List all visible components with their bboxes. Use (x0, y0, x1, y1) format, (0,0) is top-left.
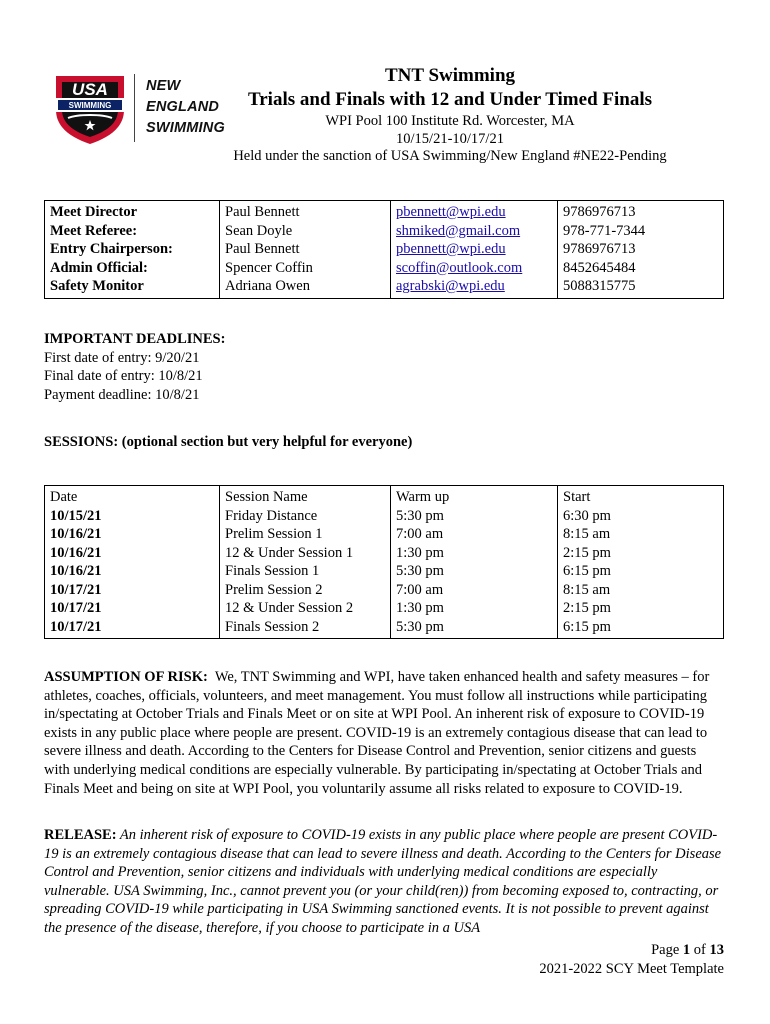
start-time: 2:15 pm (563, 600, 611, 616)
role-label: Safety Monitor (50, 278, 144, 294)
session-name: 12 & Under Session 1 (225, 544, 354, 561)
page-number (539, 941, 724, 960)
page-word: Page (651, 942, 680, 958)
warmup-time: 7:00 am (396, 581, 444, 598)
page-footer (539, 941, 724, 979)
meet-title-line-1: TNT Swimming (384, 65, 516, 86)
email-link[interactable]: scoffin@outlook.com (396, 259, 523, 276)
usa-swimming-shield-icon (52, 70, 128, 146)
logo-line-3: SWIMMING (146, 120, 225, 136)
deadline-item: Payment deadline: 10/8/21 (44, 386, 200, 403)
session-names-column (220, 486, 391, 639)
session-name: Prelim Session 1 (225, 526, 323, 542)
names-column (220, 201, 391, 299)
risk-text: We, TNT Swimming and WPI, have taken enhanced health and safety measures – for athletes, coaches, officials, volunteers, and meet management. You must follow all instructions while participating in/spectating at October Trials and Finals Meet or on site at WPI Pool. An inherent risk of exposure to COVID-19 exists in any public place where people are present. COVID-19 is an extremely contagious disease that can lead to severe illness and death. According to the Centers for Disease Control and Prevention, senior citizens and guests with underlying medical conditions are especially vulnerable. By participating in/spectating at October Trials and Finals Meet and being on site at WPI Pool, you voluntarily assume all risks related to exposure to COVID-19. (44, 669, 710, 797)
session-date: 10/17/21 (50, 581, 102, 598)
warmup-time: 1:30 pm (396, 544, 444, 561)
column-header: Session Name (225, 489, 308, 505)
warmup-time: 5:30 pm (396, 563, 444, 579)
release-section (44, 826, 724, 938)
contacts-table (44, 200, 724, 299)
logo-line-2: ENGLAND (146, 99, 220, 115)
table-row (45, 486, 724, 639)
contact-name: Spencer Coffin (225, 259, 313, 276)
contact-phone: 9786976713 (563, 241, 636, 257)
meet-header (200, 64, 700, 164)
start-time: 2:15 pm (563, 544, 611, 561)
sessions-heading: SESSIONS: (optional section but very helpful for everyone) (44, 434, 413, 450)
warmup-column (391, 486, 558, 639)
meet-venue: WPI Pool 100 Institute Rd. Worcester, MA (325, 113, 575, 129)
start-time: 8:15 am (563, 526, 611, 542)
start-column (558, 486, 724, 639)
session-name: Finals Session 1 (225, 563, 320, 579)
role-label: Meet Referee: (50, 222, 138, 239)
warmup-time: 1:30 pm (396, 600, 444, 616)
role-label: Entry Chairperson: (50, 241, 173, 257)
start-time: 6:15 pm (563, 563, 611, 579)
meet-dates: 10/15/21-10/17/21 (396, 131, 504, 147)
warmup-time: 5:30 pm (396, 618, 444, 635)
session-date: 10/17/21 (50, 600, 102, 616)
logo-divider (134, 74, 135, 142)
column-header: Start (563, 489, 591, 505)
email-link[interactable]: pbennett@wpi.edu (396, 204, 506, 220)
session-name: Prelim Session 2 (225, 581, 323, 598)
email-link[interactable]: pbennett@wpi.edu (396, 241, 506, 257)
email-link[interactable]: agrabski@wpi.edu (396, 278, 505, 294)
email-link[interactable]: shmiked@gmail.com (396, 222, 521, 239)
session-date: 10/16/21 (50, 544, 102, 561)
contact-phone: 9786976713 (563, 204, 636, 220)
session-name: Finals Session 2 (225, 618, 320, 635)
start-time: 6:15 pm (563, 618, 611, 635)
session-date: 10/16/21 (50, 563, 102, 579)
logo-line-1: NEW (146, 78, 181, 94)
dates-column (45, 486, 220, 639)
deadline-item: First date of entry: 9/20/21 (44, 349, 200, 366)
meet-title-line-2: Trials and Finals with 12 and Under Timed Finals (247, 89, 653, 110)
roles-column (45, 201, 220, 299)
table-row (45, 201, 724, 299)
release-text: An inherent risk of exposure to COVID-19 exists in any public place where people are present COVID-19 is an extremely contagious disease that can lead to severe illness and death. According to the Centers for Disease Control and Prevention, senior citizens and individuals with underlying medical conditions are especially vulnerable. USA Swimming, Inc., cannot prevent you (or your child(ren)) from becoming exposed to, contracting, or spreading COVID-19 while participating in USA Swimming sanctioned events. It is not possible to prevent against the presence of the disease, therefore, if you choose to participate in a USA (44, 827, 722, 936)
risk-label: ASSUMPTION OF RISK: (44, 669, 208, 685)
badge-subtext: SWIMMING (68, 101, 112, 110)
contact-name: Adriana Owen (225, 278, 310, 294)
page-of: of (693, 942, 706, 958)
page-total: 13 (709, 942, 724, 958)
contact-name: Paul Bennett (225, 204, 300, 220)
badge-text: USA (72, 80, 108, 99)
session-name: Friday Distance (225, 507, 318, 524)
template-label: 2021-2022 SCY Meet Template (539, 961, 724, 977)
role-label: Meet Director (50, 204, 138, 220)
meet-sanction: Held under the sanction of USA Swimming/New England #NE22-Pending (233, 148, 667, 164)
session-date: 10/15/21 (50, 507, 102, 524)
session-date: 10/17/21 (50, 618, 102, 635)
start-time: 6:30 pm (563, 507, 611, 524)
role-label: Admin Official: (50, 259, 148, 276)
phones-column (558, 201, 724, 299)
session-date: 10/16/21 (50, 526, 102, 542)
deadline-item: Final date of entry: 10/8/21 (44, 368, 203, 384)
start-time: 8:15 am (563, 581, 611, 598)
column-header: Date (50, 489, 78, 505)
contact-phone: 978-771-7344 (563, 222, 646, 239)
important-deadlines (44, 330, 225, 404)
contact-phone: 8452645484 (563, 259, 636, 276)
column-header: Warm up (396, 489, 450, 505)
contact-phone: 5088315775 (563, 278, 636, 294)
deadlines-heading: IMPORTANT DEADLINES: (44, 331, 226, 347)
contact-name: Sean Doyle (225, 222, 293, 239)
sessions-table (44, 485, 724, 639)
contact-name: Paul Bennett (225, 241, 300, 257)
warmup-time: 7:00 am (396, 526, 444, 542)
session-name: 12 & Under Session 2 (225, 600, 354, 616)
page-current: 1 (682, 942, 691, 958)
warmup-time: 5:30 pm (396, 507, 444, 524)
emails-column (391, 201, 558, 299)
assumption-of-risk (44, 668, 724, 798)
release-label: RELEASE: (44, 827, 117, 843)
